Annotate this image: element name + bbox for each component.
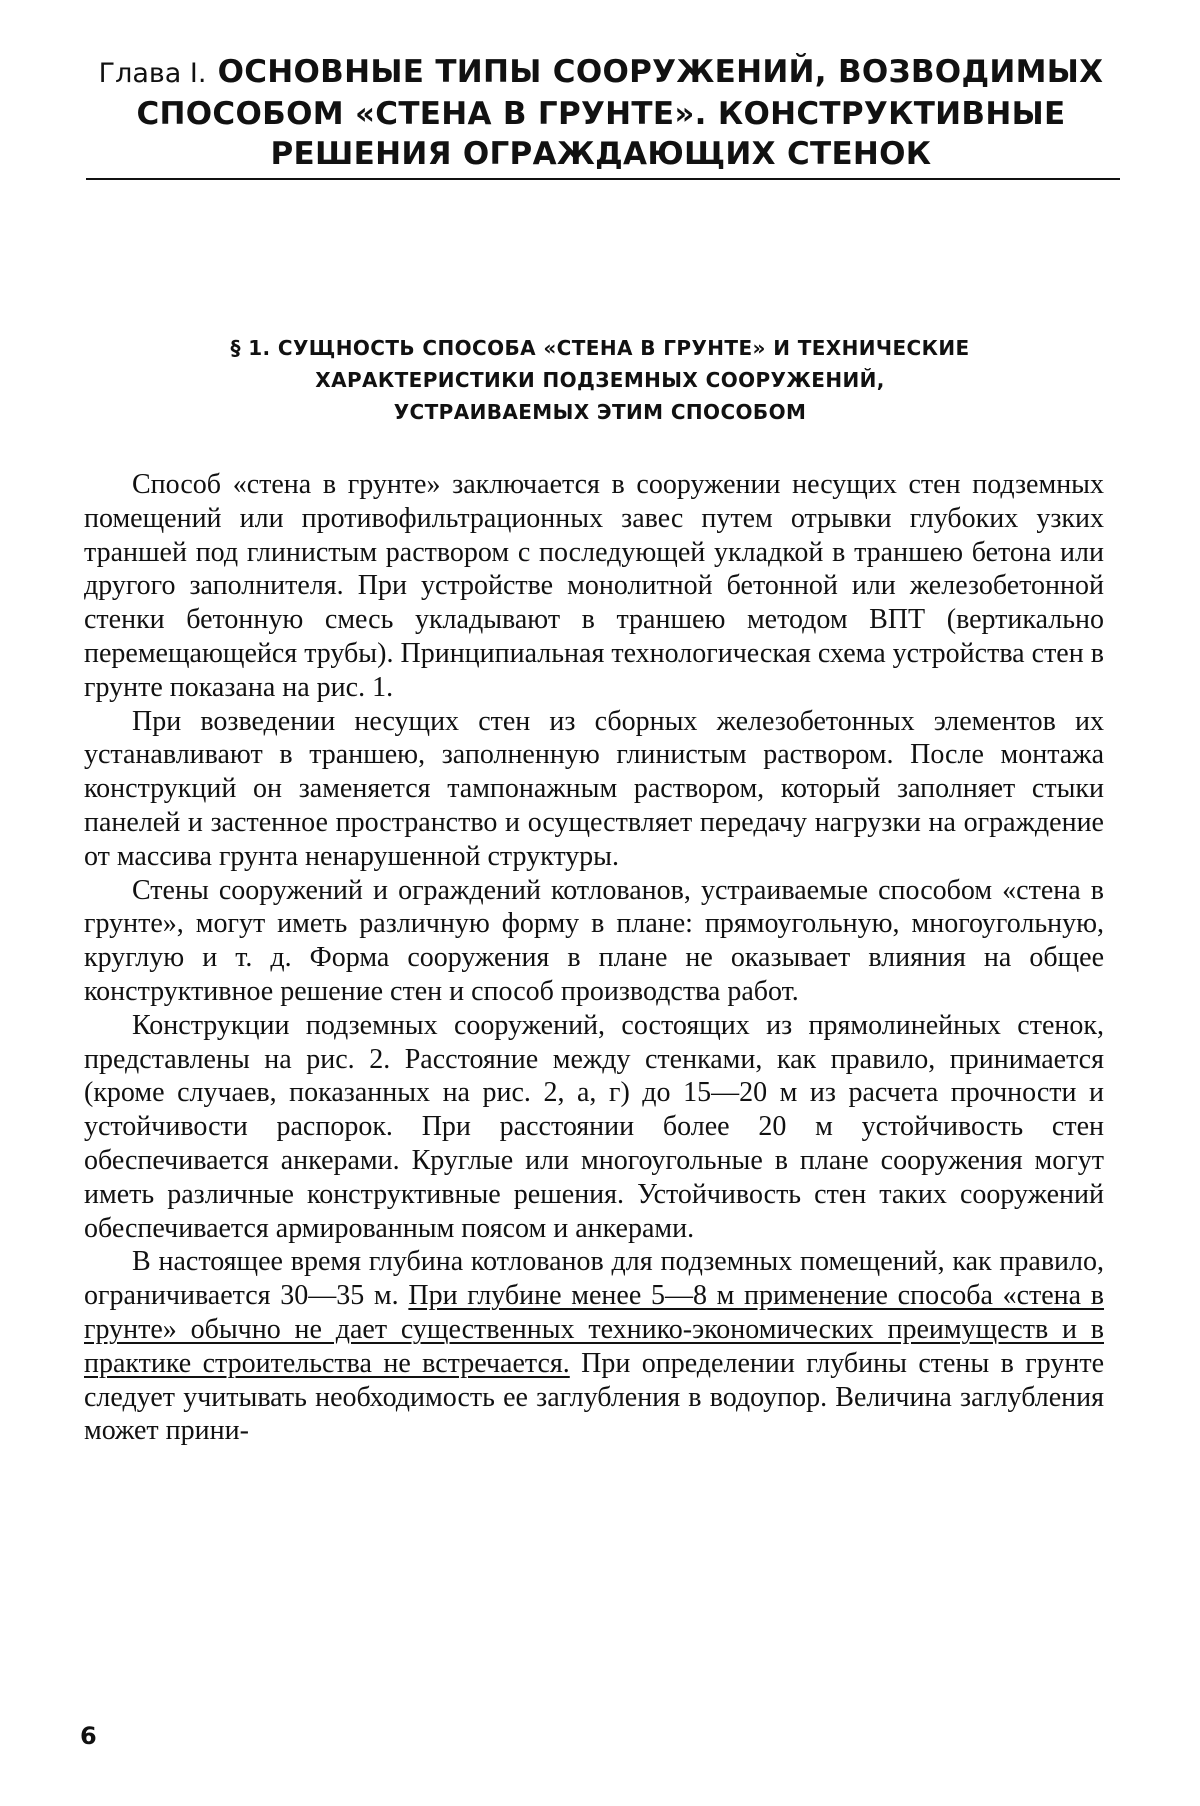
chapter-heading xyxy=(86,52,1116,174)
chapter-title: ОСНОВНЫЕ ТИПЫ СООРУЖЕНИЙ, ВОЗВОДИМЫХ СПОСОБОМ «СТЕНА В ГРУНТЕ». КОНСТРУКТИВНЫЕ РЕШЕНИЯ ОГРАЖДАЮЩИХ СТЕНОК xyxy=(136,54,1104,172)
paragraph-text: При определении глубины стены в грунте следует учитывать необходимость ее заглубления в водоупор. Величина заглубления может прини- xyxy=(84,1347,1104,1447)
page-number: 6 xyxy=(80,1722,97,1750)
section-title-line-3: УСТРАИВАЕМЫХ ЭТИМ СПОСОБОМ xyxy=(393,400,807,424)
paragraph: Стены сооружений и ограждений котлованов, устраиваемые способом «стена в грунте», могут иметь различную форму в плане: прямоугольную, многоугольную, круглую и т. д. Форма сооружения в плане не оказывает влияния на общее конструктивное решение стен и способ производства работ. xyxy=(84,874,1104,1007)
paragraph-text: В настоящее время глубина котлованов для подземных помещений, как правило, ограничивается 30—35 м. xyxy=(84,1246,1104,1312)
paragraph: При возведении несущих стен из сборных железобетонных элементов их устанавливают в траншею, заполненную глинистым раствором. После монтажа конструкций он заменяется тампонажным раствором, который заполняет стыки панелей и застенное пространство и осуществляет передачу нагрузки на ограждение от массива грунта ненарушенной структуры. xyxy=(84,705,1104,872)
paragraph: Способ «стена в грунте» заключается в сооружении несущих стен подземных помещений или противофильтрационных завес путем отрывки глубоких узких траншей под глинистым раствором с последующей укладкой в траншею бетона или другого заполнителя. При устройстве монолитной бетонной или железобетонной стенки бетонную смесь укладывают в траншею методом ВПТ (вертикально перемещающейся трубы). Принципиальная технологическая схема устройства стен в грунте показана на рис. 1. xyxy=(84,469,1104,703)
section-title-line-1: § 1. СУЩНОСТЬ СПОСОБА «СТЕНА В ГРУНТЕ» И ТЕХНИЧЕСКИЕ xyxy=(230,336,970,360)
chapter-divider xyxy=(86,178,1120,180)
chapter-prefix: Глава I. xyxy=(98,58,207,89)
body-text xyxy=(84,468,1104,1448)
section-heading xyxy=(100,332,1100,428)
paragraph: Конструкции подземных сооружений, состоящих из прямолинейных стенок, представлены на рис. 2. Расстояние между стенками, как правило, принимается (кроме случаев, показанных на рис. 2, а, г) до 15—20 м из расчета прочности и устойчивости распорок. При расстоянии более 20 м устойчивость стен обеспечивается анкерами. Круглые или многоугольные в плане сооружения могут иметь различные конструктивные решения. Устойчивость стен таких сооружений обеспечивается армированным поясом и анкерами. xyxy=(84,1009,1104,1244)
underlined-passage: При глубине менее 5—8 м применение способа «стена в грунте» обычно не дает существенных технико-экономических преимуществ и в практике строительства не встречается. xyxy=(84,1280,1105,1379)
paragraph-last xyxy=(84,1245,1104,1448)
section-title-line-2: ХАРАКТЕРИСТИКИ ПОДЗЕМНЫХ СООРУЖЕНИЙ, xyxy=(315,368,885,392)
